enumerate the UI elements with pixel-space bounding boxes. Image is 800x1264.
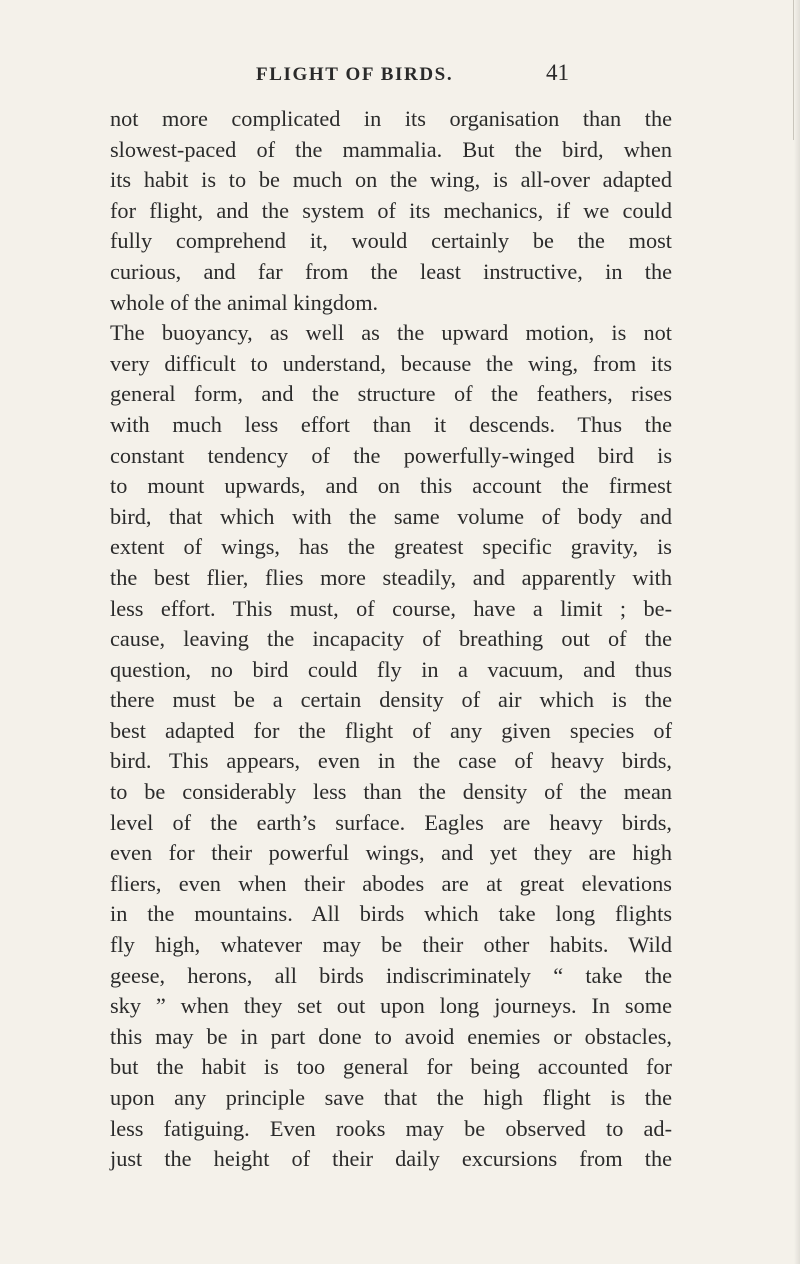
text-line: whole of the animal kingdom.	[110, 289, 379, 315]
page-number: 41	[546, 60, 569, 85]
running-head	[256, 60, 596, 94]
text-line: general form, and the structure of the feathers, rises	[110, 381, 672, 407]
text-line: slowest-paced of the mammalia. But the bird, when	[110, 136, 672, 162]
running-head-title: FLIGHT OF BIRDS.	[256, 64, 454, 85]
text-line: in the mountains. All birds which take long flights	[110, 901, 672, 927]
text-line: curious, and far from the least instructive, in the	[110, 258, 672, 284]
text-line: with much less effort than it descends. Thus the	[110, 411, 672, 437]
text-line: best adapted for the flight of any given species of	[110, 717, 672, 743]
text-line: constant tendency of the powerfully-winged bird is	[110, 442, 672, 468]
text-line: bird. This appears, even in the case of heavy birds,	[110, 748, 672, 774]
text-line: just the height of their daily excursions from the	[110, 1146, 672, 1172]
text-line: the best flier, flies more steadily, and apparently with	[110, 564, 672, 590]
text-line: The buoyancy, as well as the upward motion, is not	[110, 320, 672, 346]
text-line: sky ” when they set out upon long journeys. In some	[110, 993, 672, 1019]
text-line: its habit is to be much on the wing, is all-over adapted	[110, 167, 672, 193]
text-line: this may be in part done to avoid enemies or obstacles,	[110, 1023, 672, 1049]
text-line: cause, leaving the incapacity of breathing out of the	[110, 626, 672, 652]
text-line: for flight, and the system of its mechanics, if we could	[110, 197, 672, 223]
text-line: less effort. This must, of course, have a limit ; be-	[110, 595, 672, 621]
text-line: bird, that which with the same volume of body and	[110, 503, 672, 529]
text-line: very difficult to understand, because the wing, from its	[110, 350, 672, 376]
text-line: fly high, whatever may be their other habits. Wild	[110, 932, 672, 958]
body-text	[110, 104, 672, 1175]
text-line: there must be a certain density of air which is the	[110, 687, 672, 713]
text-line: to mount upwards, and on this account the firmest	[110, 473, 672, 499]
text-line: extent of wings, has the greatest specific gravity, is	[110, 534, 672, 560]
page-edge-line	[793, 0, 794, 140]
text-line: fully comprehend it, would certainly be the most	[110, 228, 672, 254]
page-edge-shadow	[794, 0, 800, 1264]
text-line: to be considerably less than the density of the mean	[110, 779, 672, 805]
text-line: less fatiguing. Even rooks may be observed to ad-	[110, 1115, 672, 1141]
text-line: but the habit is too general for being accounted for	[110, 1054, 672, 1080]
text-line: upon any principle save that the high flight is the	[110, 1085, 672, 1110]
text-line: question, no bird could fly in a vacuum, and thus	[110, 656, 672, 682]
text-line: even for their powerful wings, and yet they are high	[110, 840, 672, 866]
text-line: not more complicated in its organisation than the	[110, 106, 672, 131]
text-line: fliers, even when their abodes are at great elevations	[110, 870, 672, 896]
text-line: level of the earth’s surface. Eagles are heavy birds,	[110, 809, 672, 835]
text-line: geese, herons, all birds indiscriminately “ take the	[110, 962, 672, 988]
